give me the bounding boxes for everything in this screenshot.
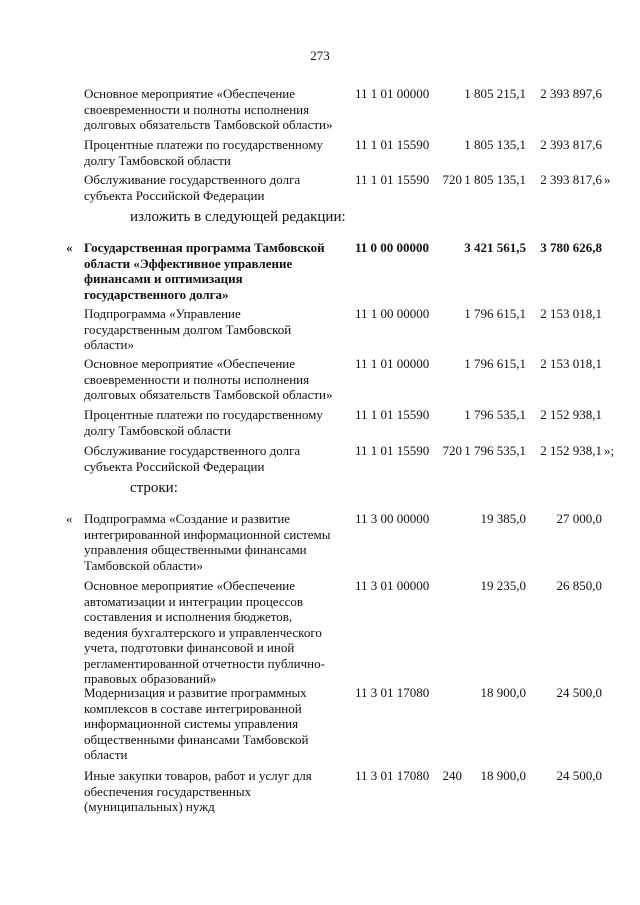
page-number: 273 — [310, 48, 330, 63]
row-name: Модернизация и развитие программных комплексов в составе интегрированной информационной системы управления общественными финансами Тамбовской области — [84, 685, 309, 762]
row-code: 11 3 00 00000 — [355, 511, 430, 526]
row-value-2: 26 850,0 — [556, 578, 602, 593]
row-name: Подпрограмма «Создание и развитие интегрированной информационной системы управления общественными финансами Тамбовской области» — [84, 511, 331, 573]
row-value-2: 2 153 018,1 — [540, 306, 602, 321]
row-value-2: 24 500,0 — [556, 768, 602, 783]
row-code: 11 3 01 17080 — [355, 685, 430, 700]
row-code: 11 1 01 15590 — [355, 407, 430, 422]
row-value-1: 1 805 215,1 — [464, 86, 526, 101]
row-vr-code: 720 — [442, 172, 462, 187]
row-code: 11 1 01 00000 — [355, 86, 430, 101]
row-code: 11 1 01 15590 — [355, 443, 430, 458]
row-value-1: 1 796 615,1 — [464, 356, 526, 371]
row-value-1: 3 421 561,5 — [464, 240, 526, 255]
row-code: 11 1 00 00000 — [355, 306, 430, 321]
opening-quote: « — [66, 511, 73, 526]
row-value-2: 27 000,0 — [556, 511, 602, 526]
row-code: 11 0 00 00000 — [355, 240, 430, 255]
row-name: Обслуживание государственного долга субъекта Российской Федерации — [84, 172, 301, 203]
row-value-1: 1 805 135,1 — [464, 172, 526, 187]
row-name: Подпрограмма «Управление государственным долгом Тамбовской области» — [84, 306, 292, 352]
row-vr-code: 720 — [442, 443, 462, 458]
row-value-2: 24 500,0 — [556, 685, 602, 700]
row-value-1: 1 805 135,1 — [464, 137, 526, 152]
row-code: 11 1 01 15590 — [355, 137, 430, 152]
closing-quote: » — [604, 172, 611, 187]
row-value-1: 19 235,0 — [480, 578, 526, 593]
row-code: 11 3 01 17080 — [355, 768, 430, 783]
row-value-1: 19 385,0 — [480, 511, 526, 526]
row-value-2: 2 153 018,1 — [540, 356, 602, 371]
row-name: Процентные платежи по государственному долгу Тамбовской области — [84, 137, 323, 168]
row-value-2: 3 780 626,8 — [540, 240, 602, 255]
opening-quote: « — [66, 240, 73, 255]
row-name: Процентные платежи по государственному долгу Тамбовской области — [84, 407, 323, 438]
row-name: Иные закупки товаров, работ и услуг для обеспечения государственных (муниципальных) нужд — [84, 768, 312, 814]
row-value-1: 18 900,0 — [480, 685, 526, 700]
row-code: 11 1 01 00000 — [355, 356, 430, 371]
row-code: 11 1 01 15590 — [355, 172, 430, 187]
row-name: Обслуживание государственного долга субъекта Российской Федерации — [84, 443, 301, 474]
row-value-1: 18 900,0 — [480, 768, 526, 783]
row-name: Государственная программа Тамбовской области «Эффективное управление финансами и оптимизация государственного долга» — [84, 240, 325, 302]
row-value-1: 1 796 535,1 — [464, 443, 526, 458]
row-value-2: 2 152 938,1 — [540, 407, 602, 422]
row-name: Основное мероприятие «Обеспечение своевременности и полноты исполнения долговых обязательств Тамбовской области» — [84, 356, 333, 402]
row-value-1: 1 796 535,1 — [464, 407, 526, 422]
row-value-2: 2 393 817,6 — [540, 137, 602, 152]
instruction-text: изложить в следующей редакции: — [130, 209, 346, 225]
row-value-2: 2 393 817,6 — [540, 172, 602, 187]
row-value-2: 2 152 938,1 — [540, 443, 602, 458]
row-value-1: 1 796 615,1 — [464, 306, 526, 321]
row-name: Основное мероприятие «Обеспечение автоматизации и интеграции процессов составления и исполнения бюджетов, ведения бухгалтерского и управленческого учета, подготовки финансовой и иной регламентированной отчетности публично-правовых образований» — [84, 578, 325, 686]
row-code: 11 3 01 00000 — [355, 578, 430, 593]
row-vr-code: 240 — [442, 768, 462, 783]
row-value-2: 2 393 897,6 — [540, 86, 602, 101]
instruction-text: строки: — [130, 480, 178, 496]
closing-quote: »; — [604, 443, 615, 458]
row-name: Основное мероприятие «Обеспечение своевременности и полноты исполнения долговых обязательств Тамбовской области» — [84, 86, 333, 132]
